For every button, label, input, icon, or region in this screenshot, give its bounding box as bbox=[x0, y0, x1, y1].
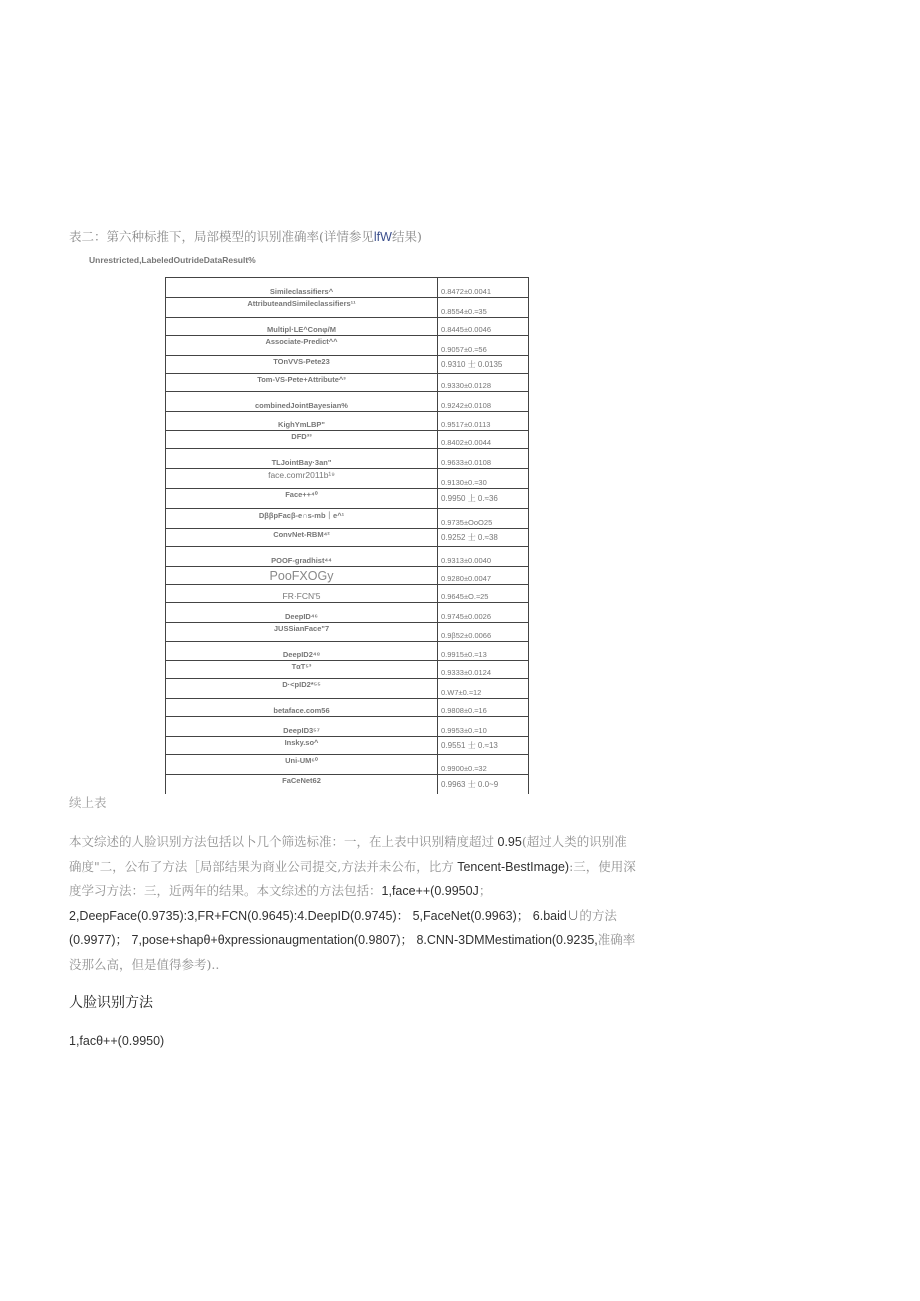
result-cell: 0.9963 士 0.0~9 bbox=[441, 780, 499, 789]
method-cell: AttributeandSimileclassifiers¹¹ bbox=[166, 298, 438, 317]
result-cell: 0.9333±0.0124 bbox=[441, 668, 491, 677]
method-cell: Insky.so^ bbox=[166, 737, 438, 754]
method-cell: Tom-VS-Pete+Attribute^³ bbox=[166, 374, 438, 391]
method-cell: TαT⁵³ bbox=[166, 661, 438, 678]
result-cell: 0.9057±0.≈56 bbox=[441, 345, 487, 354]
result-cell: 0.9130±0.≈30 bbox=[441, 478, 487, 487]
table-row bbox=[166, 528, 528, 546]
result-cell: 0.8445±0.0046 bbox=[441, 325, 491, 334]
summary-paragraph bbox=[69, 830, 639, 977]
table-subheading: Unrestricted,LabeledOutrideDataResult% bbox=[89, 255, 256, 265]
result-cell: 0.9645±O.≈25 bbox=[441, 592, 489, 601]
method-cell: Associate-Predict^^ bbox=[166, 336, 438, 355]
table-row bbox=[166, 335, 528, 355]
table-caption bbox=[69, 227, 422, 245]
method-cell: KighYmLBP" bbox=[166, 412, 438, 430]
table-row bbox=[166, 448, 528, 468]
method-cell: DFD³³ bbox=[166, 431, 438, 448]
paragraph-run: Tencent-BestImage) bbox=[453, 859, 570, 874]
caption-suffix: 结果) bbox=[391, 229, 422, 244]
paragraph-run: 0.95 bbox=[494, 835, 522, 849]
table-row bbox=[166, 584, 528, 602]
method-cell: DββpFacβ-e∩s-mb｜e^¹ bbox=[166, 509, 438, 528]
method-cell: Face++⁴⁰ bbox=[166, 489, 438, 508]
method-cell: FaCeNet62 bbox=[166, 775, 438, 794]
method-cell: combinedJointBayesian% bbox=[166, 392, 438, 411]
method-cell: TLJointBay·3an" bbox=[166, 449, 438, 468]
table-row bbox=[166, 622, 528, 641]
table-row bbox=[166, 411, 528, 430]
section-heading: 人脸识别方法 bbox=[69, 995, 153, 1011]
paragraph-run: 1,face++(0.9950J bbox=[381, 884, 479, 898]
table-row bbox=[166, 754, 528, 774]
table-row bbox=[166, 566, 528, 584]
table-row bbox=[166, 430, 528, 448]
result-cell: 0.9950 上 0.≈36 bbox=[441, 494, 498, 503]
method-cell: POOF-gradhist⁴⁴ bbox=[166, 547, 438, 566]
paragraph-run: 2,DeepFace(0.9735):3,FR+FCN(0.9645):4.DeepID(0.9745)： 5,FaceNet(0.9963)； 6.baid∪ bbox=[69, 908, 580, 923]
result-cell: 0.9310 士 0.0135 bbox=[441, 360, 503, 369]
paragraph-run: 的方法 bbox=[579, 907, 617, 923]
result-cell: 0.9633±0.0108 bbox=[441, 458, 491, 467]
table-row bbox=[166, 660, 528, 678]
result-cell: 0.W7±0.≈12 bbox=[441, 688, 482, 697]
paragraph-run: (0.9977)； 7,pose+shapθ+θxpressionaugmentation(0.9807)； 8.CNN-3DMMestimation(0.9235, bbox=[69, 933, 598, 947]
table-row bbox=[166, 602, 528, 622]
continued-label: 续上表 bbox=[69, 795, 107, 810]
method-cell: TOnVVS-Pete23 bbox=[166, 356, 438, 373]
result-cell: 0.9252 士 0.≈38 bbox=[441, 533, 498, 542]
method-cell: PooFXOGy bbox=[166, 567, 438, 584]
result-cell: 0.9808±0.≈16 bbox=[441, 706, 487, 715]
caption-link: lfW bbox=[373, 230, 392, 244]
method-cell: Multipl·LE^Conφ/M bbox=[166, 318, 438, 335]
section-item: 1,facθ++(0.9950) bbox=[69, 1034, 165, 1048]
method-cell: Uni-UM⁶⁰ bbox=[166, 755, 438, 774]
paragraph-run: 准确率没那么高，但是值得参考).. bbox=[69, 932, 636, 972]
result-cell: 0.9953±0.≈10 bbox=[441, 726, 487, 735]
method-cell: D·<pID2*⁵⁵ bbox=[166, 679, 438, 698]
method-cell: Simileclassifiers^ bbox=[166, 278, 438, 297]
paragraph-run: 本文综述的人脸识别方法包括以卜几个筛选标准：一，在上表中识别精度超过 bbox=[69, 834, 495, 849]
paragraph-run: :三，使用深度学习方法：三，近两年的结果。本文综述的方法包括： bbox=[69, 858, 636, 898]
caption-prefix: 表二：第六种标推下，局部模型的识别准确率(详情参见 bbox=[69, 229, 374, 244]
paragraph-run: ； bbox=[478, 883, 492, 898]
method-cell: face.comr2011b¹⁹ bbox=[166, 469, 438, 488]
table-row bbox=[166, 355, 528, 373]
method-cell: ConvNet-RBM⁴² bbox=[166, 529, 438, 546]
table-row bbox=[166, 736, 528, 754]
result-cell: 0.9915±0.≈13 bbox=[441, 650, 487, 659]
result-cell: 0.9280±0.0047 bbox=[441, 574, 491, 583]
result-cell: 0.9735±OoO25 bbox=[441, 518, 493, 527]
table-row bbox=[166, 641, 528, 660]
result-cell: 0.9313±0.0040 bbox=[441, 556, 491, 565]
table-row bbox=[166, 546, 528, 566]
table-row bbox=[166, 277, 528, 297]
table-row bbox=[166, 468, 528, 488]
result-cell: 0.9330±0.0128 bbox=[441, 381, 491, 390]
table-row bbox=[166, 297, 528, 317]
result-cell: 0.8402±0.0044 bbox=[441, 438, 491, 447]
method-cell: betaface.com56 bbox=[166, 699, 438, 716]
results-table bbox=[165, 277, 529, 794]
method-cell: DeepID2⁴⁸ bbox=[166, 642, 438, 660]
result-cell: 0.8472±0.0041 bbox=[441, 287, 491, 296]
table-row bbox=[166, 373, 528, 391]
method-cell: DeepID⁴⁶ bbox=[166, 603, 438, 622]
table-row bbox=[166, 317, 528, 335]
method-cell: JUSSianFace"7 bbox=[166, 623, 438, 641]
result-cell: 0.9551 士 0.≈13 bbox=[441, 741, 498, 750]
method-cell: FR·FCN'5 bbox=[166, 585, 438, 602]
result-cell: 0.9900±0.≈32 bbox=[441, 764, 487, 773]
result-cell: 0.8554±0.≈35 bbox=[441, 307, 487, 316]
paragraph-run: (超过人类的识别准确度"二，公布了方法［局部结果为商业公司提交,方法并未公布，比方 bbox=[69, 834, 627, 874]
table-row bbox=[166, 488, 528, 508]
table-row bbox=[166, 678, 528, 698]
method-cell: DeepID3⁵⁷ bbox=[166, 717, 438, 736]
table-row bbox=[166, 698, 528, 716]
table-row bbox=[166, 774, 528, 794]
result-cell: 0.9β52±0.0066 bbox=[441, 631, 492, 640]
table-row bbox=[166, 391, 528, 411]
result-cell: 0.9242±0.0108 bbox=[441, 401, 491, 410]
result-cell: 0.9745±0.0026 bbox=[441, 612, 491, 621]
table-row bbox=[166, 508, 528, 528]
table-row bbox=[166, 716, 528, 736]
result-cell: 0.9517±0.0113 bbox=[441, 420, 491, 429]
